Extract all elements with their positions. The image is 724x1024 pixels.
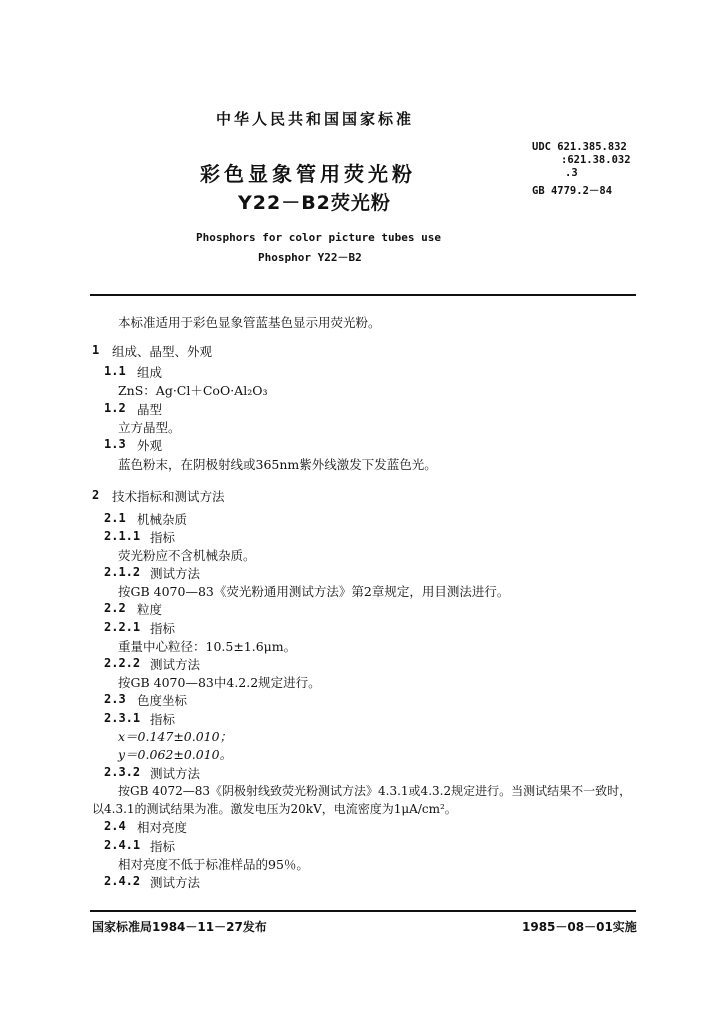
section-title: 技术指标和测试方法 (112, 489, 225, 504)
document-subtitle-en: Phosphor Y22－B2 (258, 251, 362, 264)
header-divider (90, 294, 636, 296)
national-standard-heading: 中华人民共和国国家标准 (216, 110, 415, 128)
section-title: 粒度 (137, 602, 163, 617)
section-title: 晶型 (137, 402, 163, 417)
section-title: 测试方法 (150, 657, 201, 672)
section-title: 组成、晶型、外观 (112, 344, 213, 359)
section-number: 2.3.2 (104, 765, 141, 779)
udc-code-line-3: .3 (565, 167, 578, 179)
document-subtitle-cn: Y22－B2荧光粉 (238, 192, 391, 214)
paragraph: 按GB 4072—83《阴极射线致荧光粉测试方法》4.3.1或4.3.2规定进行。当测试结果不一致时， (118, 784, 632, 798)
section-number: 1 (92, 343, 100, 357)
paragraph: 蓝色粉末，在阴极射线或365nm紫外线激发下发蓝色光。 (118, 457, 437, 472)
section-title: 指标 (150, 530, 176, 545)
section-number: 1.1 (104, 364, 126, 378)
section-title: 指标 (150, 839, 176, 854)
section-number: 1.3 (104, 437, 126, 451)
section-title: 测试方法 (150, 566, 201, 581)
section-title: 相对亮度 (137, 820, 188, 835)
section-number: 2.1.1 (104, 529, 141, 543)
section-title: 外观 (137, 438, 163, 453)
footer-divider (90, 910, 636, 912)
paragraph-continued: 以4.3.1的测试结果为准。激发电压为20kV，电流密度为1μA/cm²。 (92, 802, 457, 816)
section-title: 测试方法 (150, 766, 201, 781)
chromaticity-x: x＝0.147±0.010； (118, 729, 233, 744)
section-number: 2.3 (104, 692, 126, 706)
section-number: 2.1 (104, 511, 126, 525)
chromaticity-y: y＝0.062±0.010。 (118, 747, 233, 762)
section-number: 1.2 (104, 401, 126, 415)
effective-date: 1985－08－01实施 (522, 920, 637, 934)
section-number: 2.2.1 (104, 620, 141, 634)
paragraph: 按GB 4070—83《荧光粉通用测试方法》第2章规定，用目测法进行。 (118, 584, 510, 599)
paragraph: 重量中心粒径：10.5±1.6μm。 (118, 639, 297, 654)
section-number: 2.2.2 (104, 656, 141, 670)
udc-code-line-1: UDC 621.385.832 (532, 141, 627, 153)
section-number: 2 (92, 488, 100, 502)
document-title-en: Phosphors for color picture tubes use (196, 231, 442, 244)
composition-formula: ZnS：Ag·Cl＋CoO·Al₂O₃ (118, 383, 268, 398)
section-title: 指标 (150, 712, 176, 727)
section-number: 2.3.1 (104, 711, 141, 725)
section-number: 2.4.1 (104, 838, 141, 852)
section-title: 机械杂质 (137, 512, 188, 527)
paragraph: 相对亮度不低于标准样品的95％。 (118, 857, 309, 872)
section-title: 色度坐标 (137, 693, 188, 708)
section-number: 2.1.2 (104, 565, 141, 579)
intro-paragraph: 本标准适用于彩色显象管蓝基色显示用荧光粉。 (118, 315, 381, 330)
paragraph: 按GB 4070—83中4.2.2规定进行。 (118, 675, 321, 690)
issue-date: 国家标准局1984－11－27发布 (92, 920, 267, 934)
paragraph: 立方晶型。 (118, 420, 181, 435)
section-title: 测试方法 (150, 875, 201, 890)
section-title: 组成 (137, 365, 163, 380)
section-title: 指标 (150, 621, 176, 636)
section-number: 2.4 (104, 819, 126, 833)
section-number: 2.2 (104, 601, 126, 615)
udc-code-line-2: :621.38.032 (561, 154, 631, 166)
paragraph: 荧光粉应不含机械杂质。 (118, 548, 256, 563)
gb-standard-number: GB 4779.2－84 (532, 185, 613, 197)
section-number: 2.4.2 (104, 874, 141, 888)
document-title-cn: 彩色显象管用荧光粉 (200, 162, 416, 186)
